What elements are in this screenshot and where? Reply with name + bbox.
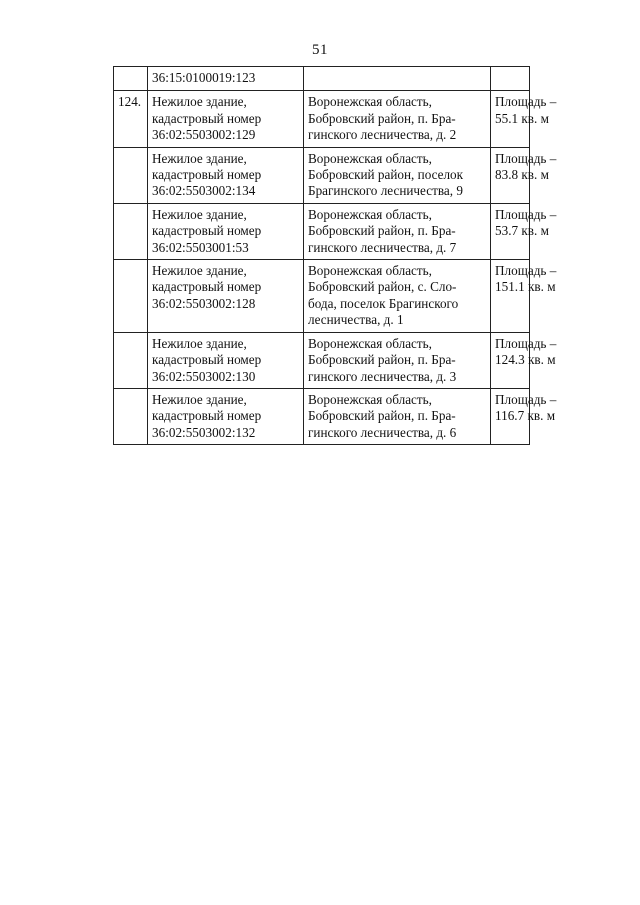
area-line: Площадь – xyxy=(495,335,557,351)
row-number-cell xyxy=(114,260,148,333)
address-line: Воронежская область, xyxy=(308,94,432,110)
area-cell xyxy=(491,332,557,388)
address-cell xyxy=(304,332,491,388)
address-line: Бобровский район, п. Бра- xyxy=(308,223,456,239)
object-line: кадастровый номер xyxy=(152,279,262,295)
area-cell xyxy=(491,147,557,203)
area-line: Площадь – xyxy=(495,150,557,166)
address-line: Бобровский район, поселок xyxy=(308,167,464,183)
address-line: Воронежская область, xyxy=(308,206,432,222)
address-line: Брагинского лесничества, 9 xyxy=(308,183,463,199)
object-line: 36:15:0100019:123 xyxy=(152,70,256,85)
area-line: 55.1 кв. м xyxy=(495,110,549,126)
address-cell xyxy=(304,388,491,444)
address-line: Бобровский район, п. Бра- xyxy=(308,408,456,424)
object-line: Нежилое здание, xyxy=(152,206,247,222)
row-number-cell: 124. xyxy=(114,91,148,147)
page-number: 51 xyxy=(312,42,328,58)
object-description-cell xyxy=(148,388,304,444)
table-row xyxy=(114,91,530,147)
address-line: бода, поселок Брагинского xyxy=(308,295,459,311)
area-line: Площадь – xyxy=(495,206,557,222)
area-cell xyxy=(491,67,530,91)
object-line: кадастровый номер xyxy=(152,223,262,239)
property-table-body xyxy=(114,67,557,445)
row-number-cell xyxy=(114,332,148,388)
table-row xyxy=(114,332,530,388)
table-row xyxy=(114,388,530,444)
object-line: 36:02:5503002:128 xyxy=(152,295,256,311)
address-cell xyxy=(304,203,491,259)
area-line: 83.8 кв. м xyxy=(495,167,549,183)
object-description-cell xyxy=(148,91,304,147)
object-line: Нежилое здание, xyxy=(152,335,247,351)
area-line: 53.7 кв. м xyxy=(495,223,549,239)
address-cell xyxy=(304,260,491,333)
address-line: Бобровский район, п. Бра- xyxy=(308,110,456,126)
object-line: 36:02:5503002:134 xyxy=(152,183,256,199)
object-description-cell xyxy=(148,332,304,388)
row-number-cell xyxy=(114,67,148,91)
area-line: 116.7 кв. м xyxy=(495,408,556,424)
object-line: 36:02:5503001:53 xyxy=(152,239,249,255)
area-line: Площадь – xyxy=(495,263,557,279)
object-description-cell xyxy=(148,260,304,333)
address-line: Воронежская область, xyxy=(308,263,432,279)
address-line: Бобровский район, п. Бра- xyxy=(308,352,456,368)
area-cell xyxy=(491,91,557,147)
table-row xyxy=(114,147,530,203)
object-line: Нежилое здание, xyxy=(152,263,247,279)
area-line: 124.3 кв. м xyxy=(495,352,556,368)
area-line: Площадь – xyxy=(495,391,557,407)
object-line: 36:02:5503002:130 xyxy=(152,368,256,384)
address-line: гинского лесничества, д. 2 xyxy=(308,127,457,143)
object-line: кадастровый номер xyxy=(152,408,262,424)
address-line: лесничества, д. 1 xyxy=(308,312,404,328)
address-line: гинского лесничества, д. 7 xyxy=(308,239,457,255)
area-cell xyxy=(491,260,557,333)
object-line: кадастровый номер xyxy=(152,352,262,368)
object-line: кадастровый номер xyxy=(152,110,262,126)
address-line: Воронежская область, xyxy=(308,391,432,407)
address-cell xyxy=(304,147,491,203)
address-line: гинского лесничества, д. 3 xyxy=(308,368,457,384)
address-line: гинского лесничества, д. 6 xyxy=(308,424,457,440)
address-line: Бобровский район, с. Сло- xyxy=(308,279,457,295)
object-line: Нежилое здание, xyxy=(152,94,247,110)
area-line: Площадь – xyxy=(495,94,557,110)
area-cell xyxy=(491,203,557,259)
row-number-cell xyxy=(114,388,148,444)
area-line: 151.1 кв. м xyxy=(495,279,556,295)
object-line: кадастровый номер xyxy=(152,167,262,183)
object-description-cell xyxy=(148,67,304,91)
property-table xyxy=(113,66,557,445)
area-cell xyxy=(491,388,557,444)
table-row xyxy=(114,67,530,91)
object-line: Нежилое здание, xyxy=(152,150,247,166)
object-description-cell xyxy=(148,203,304,259)
address-cell xyxy=(304,91,491,147)
object-description-cell xyxy=(148,147,304,203)
address-line: Воронежская область, xyxy=(308,335,432,351)
address-line: Воронежская область, xyxy=(308,150,432,166)
object-line: 36:02:5503002:132 xyxy=(152,424,256,440)
object-line: 36:02:5503002:129 xyxy=(152,127,256,143)
row-number-cell xyxy=(114,203,148,259)
address-cell xyxy=(304,67,491,91)
row-number-cell xyxy=(114,147,148,203)
object-line: Нежилое здание, xyxy=(152,391,247,407)
table-row xyxy=(114,260,530,333)
table-row xyxy=(114,203,530,259)
